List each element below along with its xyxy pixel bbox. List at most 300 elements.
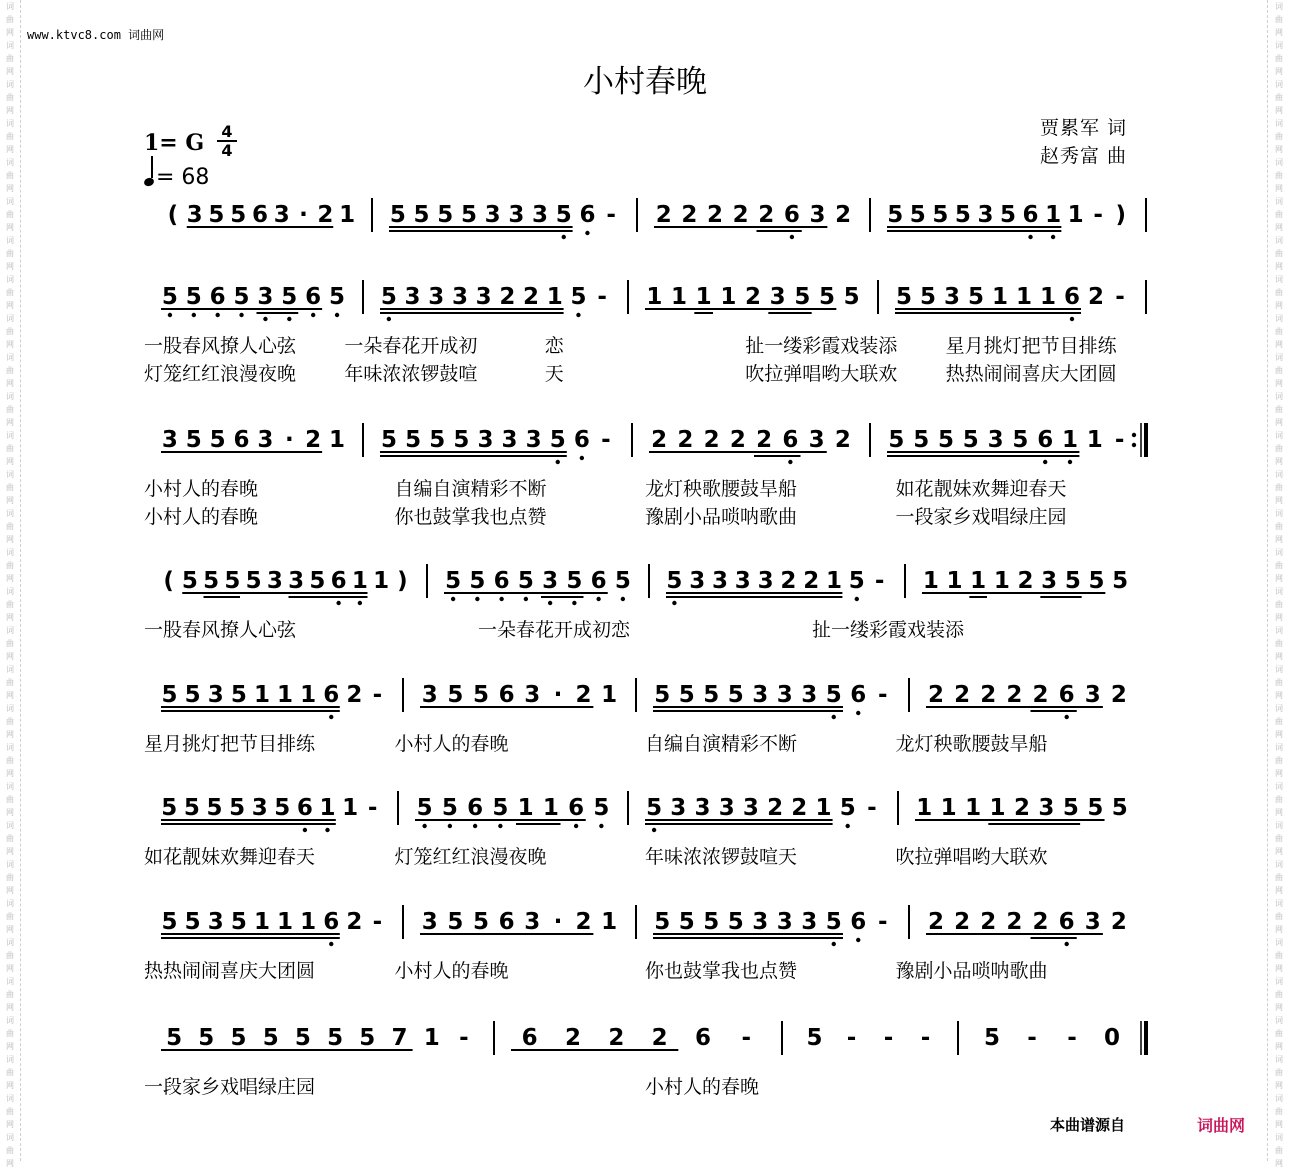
- note: 1: [300, 682, 317, 708]
- octave-dot: [562, 235, 566, 239]
- note: -: [920, 1025, 931, 1051]
- note: 2: [928, 909, 945, 935]
- lyric-phrase: 吹拉弹唱哟大联欢: [745, 363, 898, 385]
- note: 1: [946, 568, 963, 594]
- note: 2: [677, 427, 694, 453]
- note: 2: [1017, 568, 1034, 594]
- note: 5: [329, 284, 346, 310]
- note: 6: [782, 427, 799, 453]
- note: 1: [1061, 427, 1079, 453]
- note: 1: [815, 795, 832, 821]
- footer-source-label: 本曲谱源自: [1050, 1116, 1126, 1134]
- note: 1: [646, 284, 663, 310]
- note: 5: [818, 284, 836, 310]
- note: 5: [185, 284, 202, 310]
- octave-dot: [856, 711, 860, 715]
- note: 1: [916, 795, 933, 821]
- octave-dot: [1064, 942, 1068, 946]
- note: 3: [421, 909, 438, 935]
- note: 5: [937, 427, 955, 453]
- note: 3: [670, 795, 687, 821]
- note: 5: [654, 909, 671, 935]
- octave-dot: [1070, 317, 1074, 321]
- tempo-value: = 68: [156, 165, 210, 190]
- note: 2: [317, 202, 334, 228]
- note: 1: [1067, 202, 1084, 228]
- note: 3: [477, 427, 494, 453]
- note: 5: [294, 1025, 311, 1051]
- note: 5: [389, 202, 406, 228]
- note: 1: [1045, 202, 1062, 228]
- note: 6: [568, 795, 585, 821]
- note: -: [597, 284, 607, 310]
- note: 3: [776, 682, 793, 708]
- lyric-phrase: 一股春风撩人心弦: [144, 619, 297, 641]
- note: 3: [943, 284, 961, 310]
- lyric-phrase: 小村人的春晚: [144, 506, 259, 528]
- note: 6: [579, 202, 596, 228]
- note: 6: [1058, 909, 1075, 935]
- note: 3: [501, 427, 518, 453]
- octave-dot: [672, 601, 676, 605]
- note: 6: [498, 682, 515, 708]
- note: 2: [767, 795, 784, 821]
- note: 3: [689, 568, 706, 594]
- note: 5: [703, 682, 720, 708]
- note: 2: [703, 427, 720, 453]
- lyric-phrase: 如花靓妹欢舞迎春天: [895, 478, 1067, 500]
- note: -: [877, 682, 888, 708]
- note: -: [877, 909, 888, 935]
- note: -: [372, 682, 383, 708]
- octave-dot: [263, 317, 267, 321]
- note: 6: [1063, 284, 1081, 310]
- note: 1: [695, 284, 712, 310]
- note: 1: [922, 568, 939, 594]
- note: 5: [447, 682, 464, 708]
- lyric-phrase: 年味浓浓锣鼓喧: [344, 363, 478, 385]
- time-signature-top: 4: [221, 122, 233, 141]
- note: 2: [1110, 909, 1127, 935]
- note: -: [606, 202, 616, 228]
- octave-dot: [239, 313, 243, 317]
- note: ·: [553, 682, 563, 708]
- octave-dot: [499, 597, 503, 601]
- octave-dot: [451, 597, 455, 601]
- note: 2: [980, 682, 997, 708]
- note: -: [1093, 202, 1103, 228]
- note: 5: [230, 202, 247, 228]
- note: 5: [646, 795, 663, 821]
- note: 3: [776, 909, 793, 935]
- note: 5: [1112, 568, 1129, 594]
- note: 5: [184, 682, 201, 708]
- lyric-phrase: 一段家乡戏唱绿庄园: [144, 1076, 316, 1098]
- note: ): [397, 568, 408, 594]
- note: 3: [1038, 795, 1055, 821]
- note: 5: [887, 202, 904, 228]
- octave-dot: [580, 456, 584, 460]
- note: 3: [757, 568, 774, 594]
- score-row: [168, 198, 1146, 239]
- lyricist-credit: 贾累军 词: [1040, 117, 1128, 139]
- lyric-phrase: 小村人的春晚: [645, 1076, 760, 1098]
- note: 2: [1032, 909, 1049, 935]
- note: 2: [346, 682, 363, 708]
- note: 6: [305, 284, 322, 310]
- note: 1: [1086, 427, 1103, 453]
- note: -: [741, 1025, 752, 1051]
- note: 1: [351, 568, 368, 594]
- note: 2: [1006, 909, 1023, 935]
- note: 5: [469, 568, 486, 594]
- lyric-phrase: 星月挑灯把节目排练: [945, 335, 1117, 357]
- note: -: [1027, 1025, 1037, 1051]
- note: 5: [309, 568, 326, 594]
- note: 2: [729, 427, 746, 453]
- note: 5: [825, 909, 842, 935]
- note: 5: [230, 909, 247, 935]
- octave-dot: [325, 828, 329, 832]
- note: 6: [573, 427, 590, 453]
- note: ·: [299, 202, 308, 228]
- note: 1: [373, 568, 390, 594]
- note: 5: [166, 1025, 183, 1051]
- note: 2: [651, 427, 668, 453]
- note: 5: [447, 909, 464, 935]
- note: 5: [555, 202, 572, 228]
- note: 5: [445, 568, 462, 594]
- octave-dot: [303, 828, 307, 832]
- note: 5: [327, 1025, 344, 1051]
- note: 2: [564, 1025, 582, 1051]
- note: ·: [284, 427, 294, 453]
- note: 7: [391, 1025, 408, 1051]
- score-row: [144, 905, 1127, 982]
- octave-dot: [856, 938, 860, 942]
- note: 3: [421, 682, 438, 708]
- note: 2: [575, 682, 592, 708]
- lyric-phrase: 你也鼓掌我也点赞: [645, 960, 798, 982]
- left-watermark-strip: 词 曲 网 词 曲 网 词 曲 网 词 曲 网 词 曲 网 词 曲 网 词 曲 网 词 曲 网 词 曲 网 词 曲 网 词 曲 网 词 曲 网 词 曲 网 词 曲 网 词 曲 网 词 曲 网 词 曲 网 词 曲 网 词 曲 网 词 曲 网 词 曲 网 词 曲 网 词 曲 网 词 曲 网 词 曲 网 词 曲 网 词 曲 网 词 曲 网 词 曲 网 词 曲 网: [0, 0, 21, 1161]
- note: 6: [498, 909, 515, 935]
- right-watermark-strip: 词 曲 网 词 曲 网 词 曲 网 词 曲 网 词 曲 网 词 曲 网 词 曲 网 词 曲 网 词 曲 网 词 曲 网 词 曲 网 词 曲 网 词 曲 网 词 曲 网 词 曲 网 词 曲 网 词 曲 网 词 曲 网 词 曲 网 词 曲 网 词 曲 网 词 曲 网 词 曲 网 词 曲 网 词 曲 网 词 曲 网 词 曲 网 词 曲 网 词 曲 网 词 曲 网: [1267, 0, 1290, 1161]
- note: 5: [895, 284, 913, 310]
- note: 2: [928, 682, 945, 708]
- note: 2: [523, 284, 540, 310]
- note: 5: [492, 795, 509, 821]
- note: 1: [542, 795, 559, 821]
- note: 2: [499, 284, 516, 310]
- note: 3: [769, 284, 786, 310]
- octave-dot: [475, 597, 479, 601]
- note: 2: [655, 202, 672, 228]
- note: 5: [381, 427, 398, 453]
- note: 3: [542, 568, 559, 594]
- note: -: [1067, 1025, 1077, 1051]
- note: 5: [909, 202, 926, 228]
- note: ): [1115, 202, 1126, 228]
- octave-dot: [358, 601, 362, 605]
- key-signature: 1= G: [144, 130, 205, 156]
- note: -: [1114, 427, 1125, 453]
- note: 1: [991, 284, 1009, 310]
- octave-dot: [574, 824, 578, 828]
- octave-dot: [336, 601, 340, 605]
- note: 1: [277, 682, 294, 708]
- note: 6: [1058, 682, 1075, 708]
- note: 5: [888, 427, 905, 453]
- note: 6: [467, 795, 484, 821]
- note: 5: [1064, 568, 1081, 594]
- note: 5: [1088, 568, 1105, 594]
- lyric-phrase: 龙灯秧歌腰鼓旱船: [645, 478, 798, 500]
- note: 3: [186, 202, 203, 228]
- note: 3: [484, 202, 501, 228]
- octave-dot: [621, 597, 625, 601]
- note: 5: [806, 1025, 823, 1051]
- note: 3: [257, 284, 274, 310]
- note: 2: [1013, 795, 1031, 821]
- note: 2: [834, 427, 851, 453]
- score-row: [144, 564, 1128, 641]
- note: 2: [744, 284, 762, 310]
- note: 5: [416, 795, 433, 821]
- note: 3: [694, 795, 711, 821]
- note: 3: [475, 284, 492, 310]
- note: 5: [654, 682, 671, 708]
- note: 2: [1006, 682, 1023, 708]
- note: 3: [451, 284, 468, 310]
- note: -: [883, 1025, 894, 1051]
- note: -: [1115, 284, 1125, 310]
- note: 3: [752, 909, 769, 935]
- note: 5: [208, 202, 225, 228]
- note: 1: [970, 568, 987, 594]
- note: 2: [1087, 284, 1105, 310]
- footer-source-link[interactable]: 词曲网: [1197, 1116, 1246, 1135]
- octave-dot: [448, 824, 452, 828]
- note: 3: [1084, 682, 1101, 708]
- note: 1: [720, 284, 737, 310]
- note: 3: [718, 795, 735, 821]
- note: 3: [207, 682, 224, 708]
- note: (: [167, 202, 179, 228]
- note: 5: [593, 795, 610, 821]
- note: 5: [967, 284, 985, 310]
- note: 5: [843, 284, 860, 310]
- note: 5: [413, 202, 430, 228]
- note: 6: [323, 909, 340, 935]
- note: 5: [666, 568, 683, 594]
- note: 2: [980, 909, 997, 935]
- note: 5: [437, 202, 454, 228]
- note: 3: [207, 909, 224, 935]
- note: 5: [983, 1025, 1001, 1051]
- note: 1: [989, 795, 1006, 821]
- note: 5: [1062, 795, 1079, 821]
- octave-dot: [335, 313, 339, 317]
- note: 6: [330, 568, 347, 594]
- lyric-phrase: 豫剧小品唢呐歌曲: [895, 960, 1048, 982]
- note: 2: [758, 202, 775, 228]
- lyric-phrase: 如花靓妹欢舞迎春天: [144, 846, 316, 868]
- note: 5: [614, 568, 631, 594]
- octave-dot: [1043, 460, 1047, 464]
- note: 5: [185, 427, 202, 453]
- note: 6: [323, 682, 340, 708]
- note: 2: [305, 427, 322, 453]
- note: 5: [1111, 795, 1128, 821]
- note: 5: [274, 795, 291, 821]
- note: 3: [161, 427, 178, 453]
- note: 3: [801, 909, 818, 935]
- note: 2: [681, 202, 698, 228]
- octave-dot: [1051, 235, 1055, 239]
- lyric-phrase: 恋: [544, 335, 564, 357]
- note: 1: [601, 909, 618, 935]
- note: 3: [1084, 909, 1101, 935]
- octave-dot: [652, 828, 656, 832]
- note: 1: [339, 202, 356, 228]
- note: 2: [651, 1025, 668, 1051]
- note: 6: [209, 284, 226, 310]
- score-row: [144, 791, 1128, 868]
- note: 5: [473, 682, 490, 708]
- note: 5: [839, 795, 856, 821]
- note: 1: [1039, 284, 1057, 310]
- note: 1: [253, 682, 270, 708]
- lyric-phrase: 豫剧小品唢呐歌曲: [645, 506, 798, 528]
- octave-dot: [548, 601, 552, 605]
- note: 2: [803, 568, 820, 594]
- score-row: [144, 678, 1127, 755]
- lyric-phrase: 一朵春花开成初恋: [478, 619, 631, 641]
- note: (: [163, 568, 174, 594]
- note: 3: [752, 682, 769, 708]
- note: 1: [423, 1025, 440, 1051]
- note: 5: [517, 568, 534, 594]
- note: 3: [404, 284, 421, 310]
- lyric-phrase: 年味浓浓锣鼓喧天: [645, 846, 798, 868]
- octave-dot: [473, 824, 477, 828]
- note: 5: [919, 284, 937, 310]
- note: 1: [329, 427, 346, 453]
- lyric-phrase: 天: [544, 363, 564, 385]
- lyric-phrase: 小村人的春晚: [144, 478, 259, 500]
- octave-dot: [596, 597, 600, 601]
- note: 2: [1110, 682, 1127, 708]
- note: 5: [245, 568, 262, 594]
- note: 2: [780, 568, 797, 594]
- note: -: [867, 795, 877, 821]
- lyric-phrase: 扯一缕彩霞戏装添: [745, 335, 898, 357]
- note: 3: [524, 909, 541, 935]
- octave-dot: [576, 313, 580, 317]
- note: 5: [913, 427, 930, 453]
- note: 5: [429, 427, 446, 453]
- note: 2: [835, 202, 852, 228]
- note: 5: [473, 909, 490, 935]
- octave-dot: [498, 824, 502, 828]
- song-title: 小村春晚: [583, 64, 707, 100]
- octave-dot: [1068, 460, 1072, 464]
- note: 2: [954, 682, 971, 708]
- octave-dot: [215, 313, 219, 317]
- note: 1: [277, 909, 294, 935]
- note: 2: [575, 909, 592, 935]
- octave-dot: [168, 313, 172, 317]
- note: -: [846, 1025, 857, 1051]
- note: 5: [198, 1025, 215, 1051]
- octave-dot: [788, 460, 792, 464]
- note: 2: [346, 909, 363, 935]
- octave-dot: [599, 824, 603, 828]
- note: 5: [932, 202, 949, 228]
- note: 1: [825, 568, 843, 594]
- note: 1: [1015, 284, 1033, 310]
- note: 5: [405, 427, 422, 453]
- note: 6: [783, 202, 800, 228]
- note: 5: [962, 427, 979, 453]
- note: 3: [266, 568, 283, 594]
- octave-dot: [572, 601, 576, 605]
- note: 5: [1012, 427, 1029, 453]
- note: 1: [253, 909, 270, 935]
- lyric-phrase: 龙灯秧歌腰鼓旱船: [895, 733, 1048, 755]
- note: 6: [251, 202, 269, 228]
- note: 1: [940, 795, 957, 821]
- lyric-phrase: 小村人的春晚: [394, 733, 509, 755]
- note: 3: [524, 682, 541, 708]
- note: -: [601, 427, 611, 453]
- note: 1: [300, 909, 317, 935]
- note: 1: [517, 795, 534, 821]
- site-header[interactable]: www.ktvc8.com 词曲网: [27, 28, 165, 42]
- note: 6: [590, 568, 607, 594]
- note: 6: [521, 1025, 538, 1051]
- note: 5: [678, 682, 695, 708]
- note: 6: [233, 427, 250, 453]
- note: 5: [1087, 795, 1104, 821]
- lyric-phrase: 星月挑灯把节目排练: [144, 733, 316, 755]
- note: 5: [794, 284, 811, 310]
- note: 6: [850, 682, 867, 708]
- note: 2: [707, 202, 724, 228]
- note: 5: [181, 568, 198, 594]
- note: 5: [703, 909, 720, 935]
- note: 5: [209, 427, 226, 453]
- note: 5: [161, 284, 178, 310]
- lyric-phrase: 你也鼓掌我也点赞: [394, 506, 547, 528]
- note: 5: [570, 284, 587, 310]
- note: 6: [1022, 202, 1039, 228]
- octave-dot: [556, 460, 560, 464]
- note: 5: [161, 909, 178, 935]
- note: 3: [251, 795, 268, 821]
- note: 3: [257, 427, 274, 453]
- octave-dot: [832, 715, 836, 719]
- note: 5: [203, 568, 220, 594]
- lyric-phrase: 吹拉弹唱哟大联欢: [895, 846, 1048, 868]
- lyric-phrase: 自编自演精彩不断: [394, 478, 547, 500]
- octave-dot: [585, 231, 589, 235]
- note: 0: [1103, 1025, 1121, 1051]
- note: 5: [678, 909, 695, 935]
- note: 5: [549, 427, 566, 453]
- note: 1: [993, 568, 1010, 594]
- note: 1: [601, 682, 618, 708]
